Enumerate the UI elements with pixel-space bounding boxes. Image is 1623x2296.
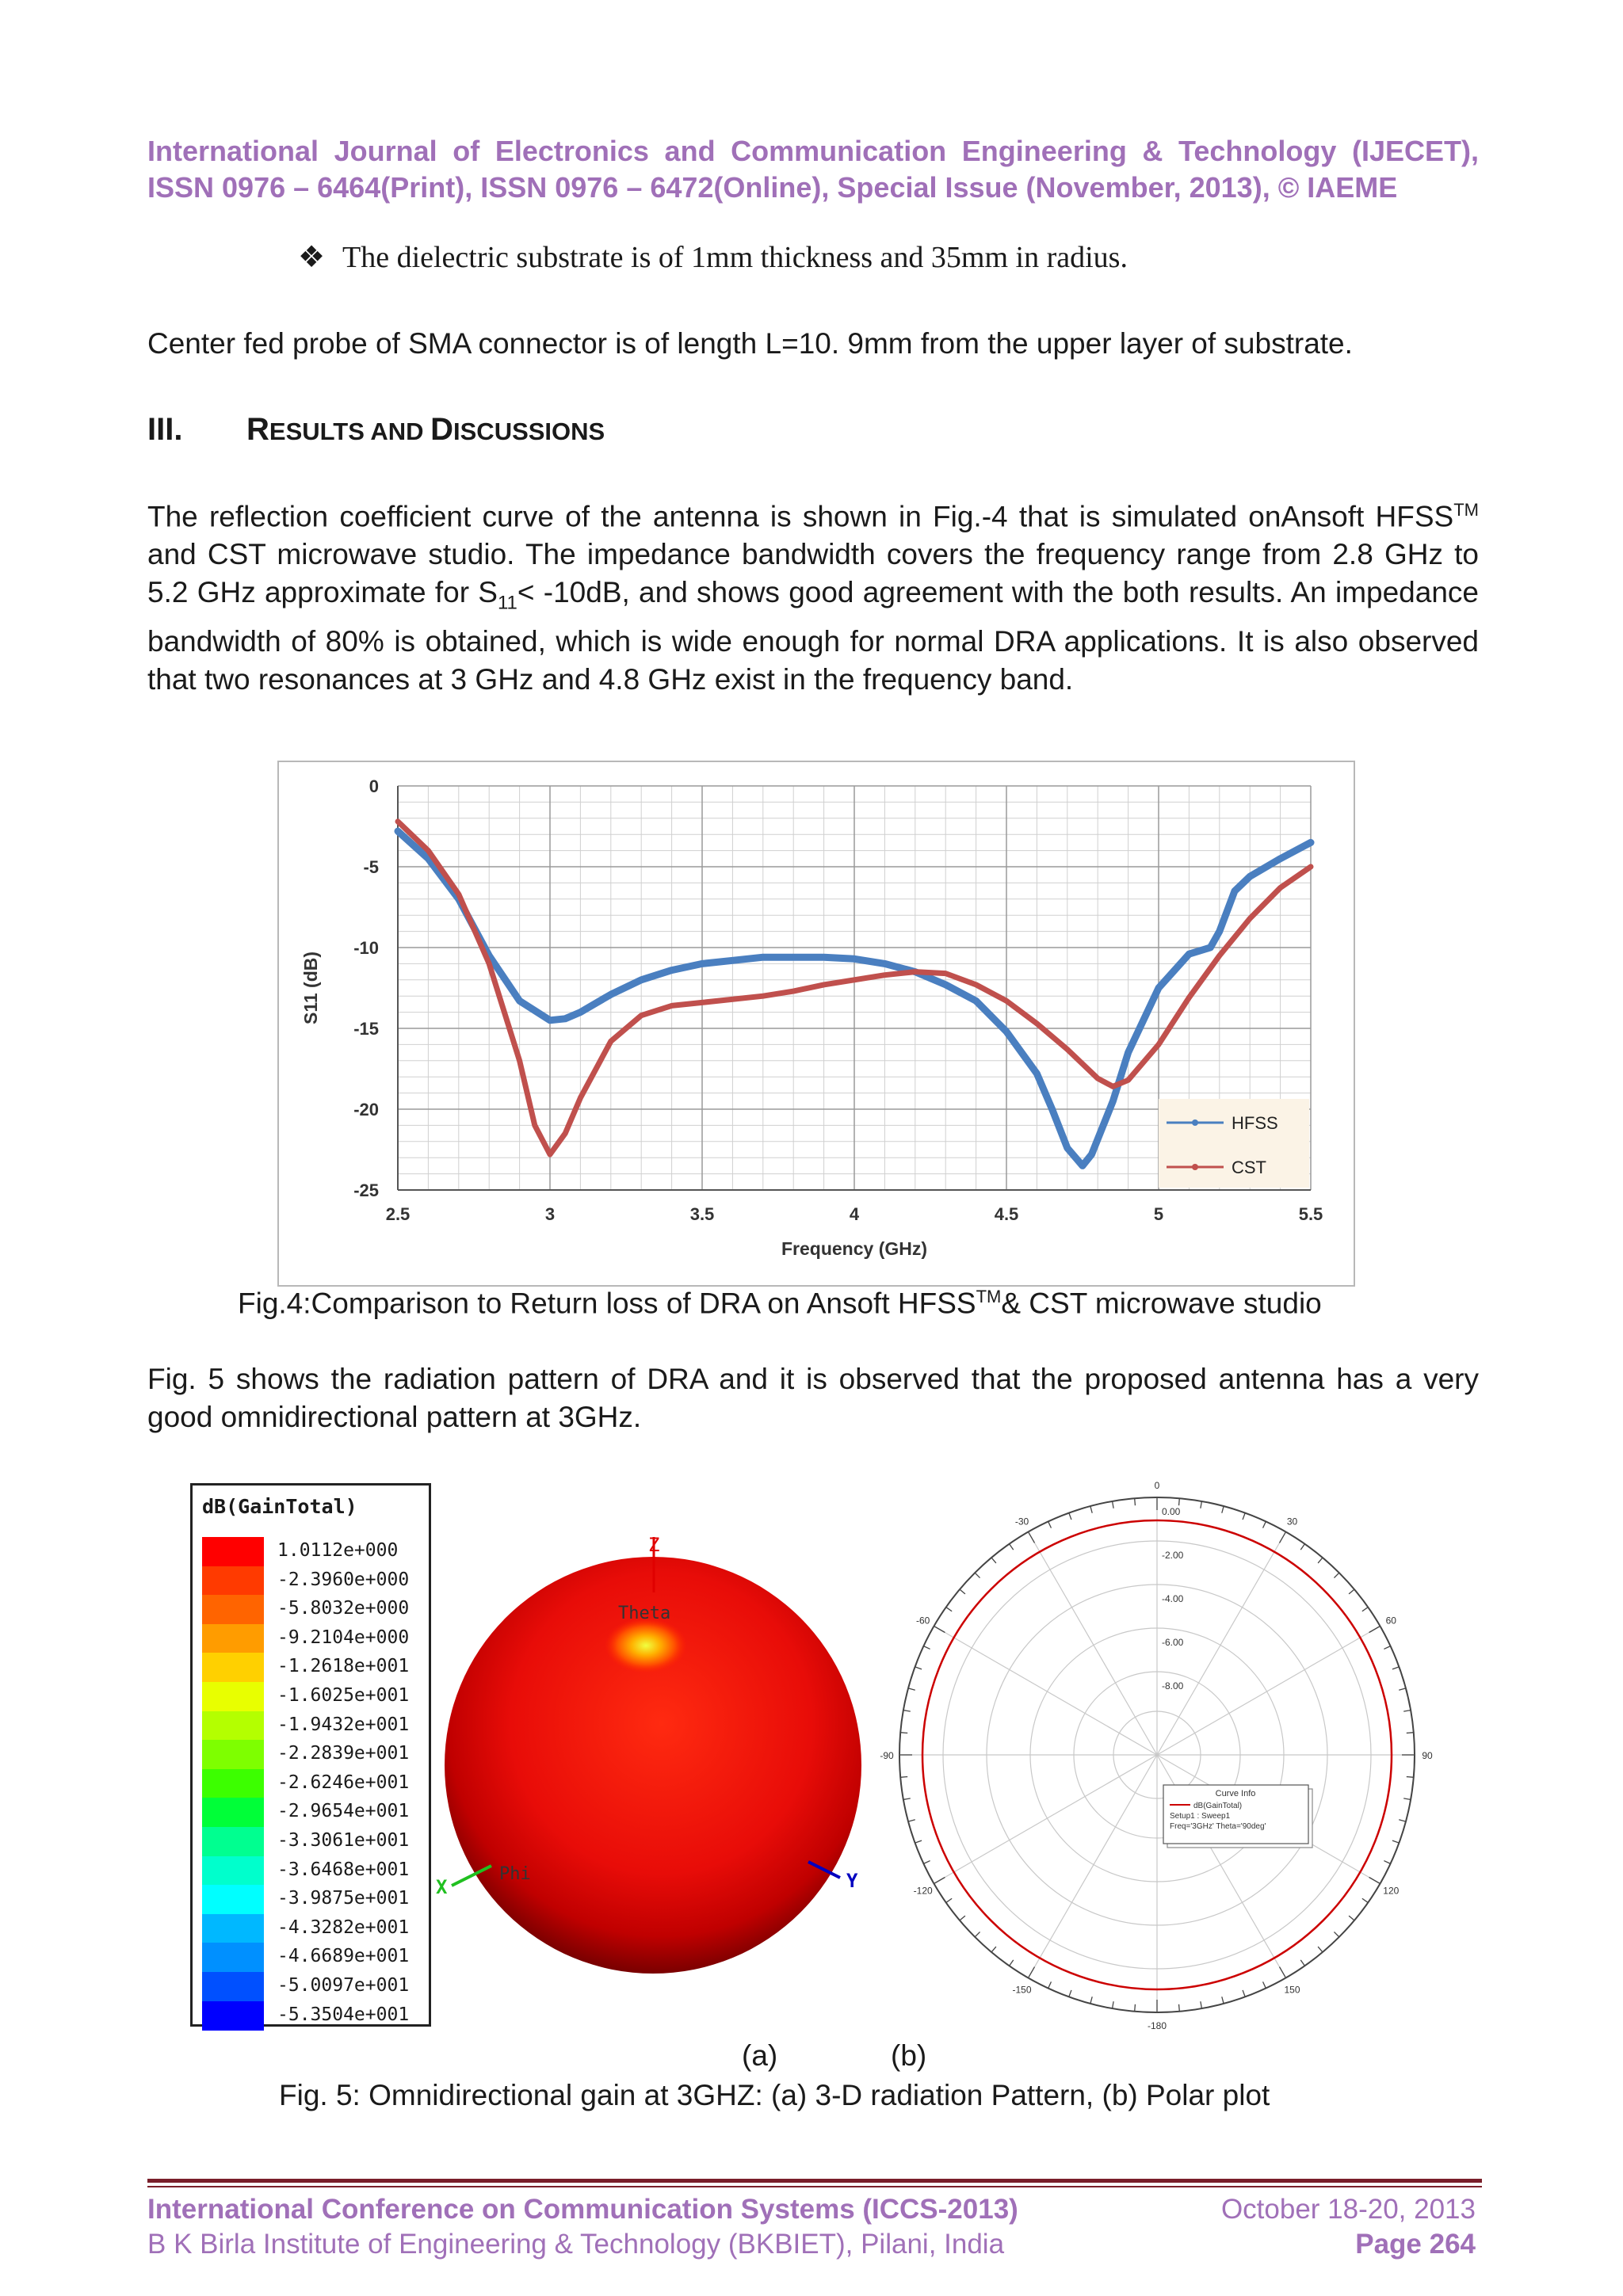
curve-info-setup: Setup1 : Sweep1 <box>1170 1812 1231 1821</box>
theta-label: Theta <box>618 1604 671 1623</box>
legend-color-swatch <box>202 1653 264 1682</box>
paragraph-radiation: Fig. 5 shows the radiation pattern of DRA and it is observed that the proposed antenna has a very good omnidirectional pattern at 3GHz. <box>147 1363 1479 1433</box>
bullet-text: The dielectric substrate is of 1mm thickness and 35mm in radius. <box>342 241 1128 274</box>
legend-color-swatch <box>202 1740 264 1769</box>
polar-tick <box>1392 1840 1399 1843</box>
polar-tick <box>1280 1532 1286 1543</box>
data-point-hfss <box>1156 986 1161 990</box>
data-point-cst <box>883 973 887 977</box>
legend-entry <box>202 1682 424 1711</box>
polar-angle-label: -150 <box>1012 1984 1032 1996</box>
polar-tick <box>975 1573 980 1577</box>
data-point-hfss <box>1217 929 1222 934</box>
polar-tick <box>1318 1558 1323 1563</box>
polar-tick <box>1384 1861 1390 1864</box>
polar-tick <box>1048 1521 1052 1527</box>
section-number: III. <box>147 412 183 447</box>
polar-tick <box>1349 1589 1354 1594</box>
polar-tick <box>1349 1916 1354 1920</box>
section-heading: III. RESULTS AND DISCUSSIONS <box>147 412 605 447</box>
data-point-cst <box>701 1001 705 1005</box>
polar-tick <box>1384 1646 1390 1650</box>
data-point-cst <box>548 1153 552 1157</box>
polar-tick <box>1407 1777 1414 1778</box>
legend-entry <box>202 1653 424 1681</box>
legend-marker-hfss <box>1192 1119 1198 1126</box>
data-point-hfss <box>1126 1051 1131 1055</box>
s11-chart <box>279 762 1354 1285</box>
data-point-cst <box>1157 1043 1161 1047</box>
legend-value-label: -1.2618e+001 <box>277 1656 410 1677</box>
y-tick-label: 0 <box>369 776 379 796</box>
legend-color-swatch <box>202 1943 264 1972</box>
polar-tick <box>1201 2001 1202 2008</box>
polar-tick <box>1403 1711 1411 1712</box>
polar-spoke <box>1157 1627 1380 1756</box>
phi-label: Phi <box>499 1864 531 1884</box>
data-point-cst <box>670 1004 674 1008</box>
polar-tick <box>1201 1501 1202 1508</box>
chart-legend <box>1159 1099 1309 1188</box>
legend-color-swatch <box>202 1769 264 1798</box>
data-point-cst <box>1035 1021 1039 1025</box>
data-point-cst <box>1217 954 1221 958</box>
legend-value-label: 1.0112e+000 <box>277 1540 399 1561</box>
data-point-hfss <box>548 1018 552 1023</box>
data-point-cst <box>456 892 460 896</box>
legend-entry <box>202 1769 424 1798</box>
polar-spoke <box>934 1627 1157 1756</box>
legend-entry <box>202 1885 424 1913</box>
polar-tick <box>1263 1521 1266 1527</box>
data-point-cst <box>944 971 948 975</box>
data-point-cst <box>563 1131 567 1135</box>
legend-color-swatch <box>202 1914 264 1943</box>
curve-info-params: Freq='3GHz' Theta='90deg' <box>1170 1822 1266 1831</box>
y-tick-label: -25 <box>353 1180 379 1200</box>
footer-rule <box>147 2179 1482 2183</box>
legend-entry <box>202 1537 424 1566</box>
y-tick-label: -20 <box>353 1100 379 1119</box>
data-point-cst <box>533 1123 537 1127</box>
polar-radial-label: 0.00 <box>1162 1506 1181 1517</box>
legend-entry <box>202 1856 424 1885</box>
x-tick-label: 5 <box>1153 1204 1164 1224</box>
polar-tick <box>991 1947 996 1952</box>
footer-rule-thin <box>147 2186 1482 2187</box>
curve-info-box <box>1163 1785 1312 1848</box>
footer-page-number: Page 264 <box>1355 2229 1476 2260</box>
data-point-hfss <box>1247 874 1252 879</box>
polar-spoke <box>1029 1532 1158 1755</box>
legend-value-label: -2.2839e+001 <box>277 1743 410 1764</box>
legend-color-swatch <box>202 1827 264 1856</box>
data-point-hfss <box>1080 1163 1085 1168</box>
legend-entry <box>202 1740 424 1768</box>
polar-angle-label: 30 <box>1286 1516 1298 1527</box>
x-tick-label: 3.5 <box>689 1204 715 1224</box>
data-point-cst <box>1126 1078 1130 1082</box>
legend-value-label: -3.6468e+001 <box>277 1859 410 1880</box>
polar-tick <box>991 1558 996 1563</box>
legend-color-swatch <box>202 1798 264 1827</box>
legend-color-swatch <box>202 1885 264 1914</box>
y-tick-label: -5 <box>363 857 379 877</box>
polar-tick <box>1222 1506 1224 1513</box>
legend-label-hfss: HFSS <box>1232 1113 1278 1133</box>
data-point-hfss <box>974 998 979 1003</box>
paragraph-results: The reflection coefficient curve of the antenna is shown in Fig.-4 that is simulated onAnsoft HFSS™ and CST microwave studio. The impedance bandwidth covers the frequency range from 2.8 GHz to 5.2 GHz approximate for $S_{11}< -10dB$, and shows good agreement with the both results. An impedance bandwidth of 80% is obtained, which is wide enough for normal DRA applications. It is also observed that two resonances at 3 GHz and 4.8 GHz exist in the frequency band. <box>147 500 1479 696</box>
null-region <box>605 1618 687 1673</box>
data-point-hfss <box>1034 1071 1039 1076</box>
polar-tick <box>1048 1981 1052 1988</box>
y-axis-label: S11 (dB) <box>300 951 321 1025</box>
polar-angle-label: -180 <box>1147 2020 1167 2031</box>
radiation-pattern-3d <box>428 1505 872 1981</box>
fig4-chart-frame <box>277 761 1355 1287</box>
polar-spoke <box>934 1755 1157 1884</box>
legend-value-label: -9.2104e+000 <box>277 1627 410 1648</box>
polar-tick <box>908 1820 915 1821</box>
data-point-hfss <box>563 1016 567 1021</box>
data-point-cst <box>640 1013 643 1017</box>
bullet-item <box>298 239 1128 275</box>
x-tick-label: 3 <box>544 1204 556 1224</box>
data-point-cst <box>396 819 400 823</box>
data-point-hfss <box>1050 1107 1055 1112</box>
polar-tick <box>915 1667 922 1669</box>
polar-tick <box>923 1861 930 1864</box>
legend-entry <box>202 1566 424 1595</box>
polar-angle-label: -60 <box>916 1615 930 1627</box>
legend-color-swatch <box>202 1711 264 1741</box>
polar-tick <box>1010 1960 1014 1966</box>
polar-tick <box>1392 1667 1399 1669</box>
curve-info-title: Curve Info <box>1215 1789 1256 1798</box>
legend-color-swatch <box>202 1682 264 1711</box>
legend-value-label: -5.3504e+001 <box>277 2004 410 2025</box>
legend-value-label: -5.0097e+001 <box>277 1975 410 1996</box>
polar-tick <box>1318 1947 1323 1952</box>
axis-y-label: Y <box>846 1870 858 1892</box>
data-point-hfss <box>609 992 613 997</box>
polar-spoke <box>1029 1755 1158 1978</box>
polar-tick <box>1029 1967 1035 1978</box>
data-point-hfss <box>791 955 796 959</box>
journal-header-line1: International Journal of Electronics and Communication Engineering & Technology (IJECET), <box>147 135 1479 167</box>
fig5-label-b: (b) <box>891 2039 927 2072</box>
polar-radial-label: -6.00 <box>1162 1637 1184 1648</box>
legend-value-label: -4.3282e+001 <box>277 1917 410 1938</box>
polar-tick <box>1113 2001 1114 2008</box>
polar-tick <box>1113 1501 1114 1508</box>
legend-title: dB(GainTotal) <box>202 1495 357 1518</box>
polar-tick <box>1069 1513 1071 1520</box>
data-point-hfss <box>670 968 674 973</box>
journal-header-line2: ISSN 0976 – 6464(Print), ISSN 0976 – 6472(Online), Special Issue (November, 2013), © IAEME <box>147 171 1398 204</box>
polar-tick <box>1243 1990 1245 1997</box>
footer-conference: International Conference on Communication Systems (ICCS-2013) <box>147 2194 1018 2225</box>
legend-color-swatch <box>202 1856 264 1886</box>
paragraph-probe: Center fed probe of SMA connector is of length L=10. 9mm from the upper layer of substrate. <box>147 327 1353 360</box>
polar-tick <box>1362 1608 1368 1611</box>
data-point-hfss <box>639 978 643 982</box>
legend-entry <box>202 1711 424 1740</box>
data-point-cst <box>579 1096 582 1100</box>
polar-tick <box>908 1688 915 1690</box>
polar-tick <box>975 1932 980 1936</box>
data-point-cst <box>1005 999 1009 1003</box>
data-point-cst <box>822 982 826 986</box>
curve-info-trace: dB(GainTotal) <box>1193 1802 1243 1810</box>
legend-label-cst: CST <box>1232 1158 1266 1177</box>
data-point-hfss <box>700 961 705 966</box>
polar-tick <box>903 1711 911 1712</box>
legend-marker-cst <box>1192 1164 1198 1170</box>
axis-z-label: Z <box>648 1534 660 1556</box>
data-point-hfss <box>730 958 735 963</box>
footer-date: October 18-20, 2013 <box>1220 2194 1476 2225</box>
x-tick-label: 4 <box>849 1204 860 1224</box>
polar-tick <box>923 1646 930 1650</box>
data-point-hfss <box>943 982 948 987</box>
data-point-hfss <box>1186 952 1191 956</box>
data-point-cst <box>761 994 765 998</box>
polar-radial-label: -4.00 <box>1162 1593 1184 1604</box>
polar-tick <box>1029 1532 1035 1543</box>
polar-tick <box>934 1878 945 1884</box>
polar-tick <box>1362 1898 1368 1902</box>
x-tick-label: 2.5 <box>385 1204 411 1224</box>
data-point-cst <box>1065 1047 1069 1051</box>
polar-tick <box>1179 1498 1180 1505</box>
polar-tick <box>1403 1798 1411 1800</box>
polar-angle-label: 60 <box>1385 1615 1396 1627</box>
data-point-cst <box>1248 917 1252 921</box>
data-point-hfss <box>761 955 766 959</box>
diamond-bullet-icon: ❖ <box>298 241 326 274</box>
polar-angle-label: 0 <box>1154 1480 1160 1491</box>
polar-tick <box>1280 1967 1286 1978</box>
data-point-hfss <box>1065 1146 1070 1150</box>
polar-tick <box>1300 1960 1304 1966</box>
legend-entry <box>202 1914 424 1943</box>
data-point-hfss <box>1308 840 1313 845</box>
data-point-hfss <box>1004 1029 1009 1034</box>
polar-angle-label: 90 <box>1422 1750 1433 1761</box>
data-point-cst <box>487 962 491 966</box>
polar-tick <box>1263 1981 1266 1988</box>
polar-tick <box>915 1840 922 1843</box>
polar-tick <box>1069 1990 1071 1997</box>
legend-value-label: -2.3960e+000 <box>277 1569 410 1590</box>
fig4-caption: Fig.4:Comparison to Return loss of DRA on Ansoft HFSS™& CST microwave studio <box>238 1287 1322 1320</box>
legend-entry <box>202 1827 424 1855</box>
data-point-hfss <box>1110 1099 1115 1104</box>
legend-value-label: -1.6025e+001 <box>277 1685 410 1706</box>
legend-value-label: -2.6246e+001 <box>277 1772 410 1793</box>
data-point-hfss <box>852 956 857 961</box>
polar-tick <box>1135 2004 1136 2012</box>
polar-tick <box>1399 1688 1406 1690</box>
gain-colorbar-legend <box>190 1483 431 2027</box>
legend-color-swatch <box>202 1972 264 2001</box>
data-point-hfss <box>517 998 522 1003</box>
data-point-cst <box>792 990 796 994</box>
x-axis-label: Frequency (GHz) <box>781 1238 928 1259</box>
data-point-hfss <box>882 961 887 966</box>
legend-entry <box>202 1798 424 1826</box>
axis-x-label: X <box>436 1876 448 1898</box>
legend-color-swatch <box>202 1566 264 1596</box>
legend-value-label: -3.9875e+001 <box>277 1888 410 1909</box>
legend-entry <box>202 1972 424 2000</box>
data-point-hfss <box>1090 1152 1094 1157</box>
y-tick-label: -15 <box>353 1019 379 1039</box>
polar-tick <box>946 1608 952 1611</box>
legend-entry <box>202 1595 424 1623</box>
data-point-cst <box>517 1058 521 1062</box>
data-point-cst <box>853 978 857 982</box>
data-point-hfss <box>395 829 400 833</box>
legend-value-label: -3.3061e+001 <box>277 1830 410 1851</box>
x-tick-label: 5.5 <box>1298 1204 1323 1224</box>
data-point-cst <box>913 970 917 974</box>
polar-tick <box>900 1777 907 1778</box>
legend-entry <box>202 2001 424 2030</box>
data-point-cst <box>1187 996 1191 1000</box>
polar-tick <box>903 1798 911 1800</box>
polar-tick <box>1334 1573 1338 1577</box>
legend-color-swatch <box>202 2001 264 2031</box>
polar-tick <box>946 1898 952 1902</box>
data-point-cst <box>1096 1077 1100 1081</box>
polar-tick <box>960 1589 965 1594</box>
polar-tick <box>1010 1544 1014 1550</box>
y-tick-label: -10 <box>353 938 379 958</box>
polar-angle-label: 150 <box>1284 1984 1300 1996</box>
data-point-cst <box>974 982 978 986</box>
polar-angle-label: 120 <box>1383 1885 1400 1897</box>
data-point-hfss <box>1278 856 1283 861</box>
polar-tick <box>1300 1544 1304 1550</box>
polar-tick <box>1369 1878 1381 1884</box>
polar-angle-label: -90 <box>880 1750 894 1761</box>
polar-angle-label: -30 <box>1014 1516 1029 1527</box>
polar-tick <box>1334 1932 1338 1936</box>
polar-tick <box>1179 2004 1180 2012</box>
legend-value-label: -4.6689e+001 <box>277 1946 410 1967</box>
data-point-hfss <box>1232 889 1237 894</box>
data-point-cst <box>1278 886 1282 890</box>
polar-tick <box>1369 1627 1381 1633</box>
data-point-cst <box>609 1039 613 1043</box>
fig5-caption: Fig. 5: Omnidirectional gain at 3GHZ: (a) 3-D radiation Pattern, (b) Polar plot <box>279 2079 1270 2111</box>
polar-angle-label: -120 <box>913 1885 933 1897</box>
polar-tick <box>1222 1997 1224 2004</box>
polar-radial-label: -8.00 <box>1162 1680 1184 1691</box>
data-point-hfss <box>1208 945 1212 950</box>
data-point-cst <box>426 849 430 852</box>
legend-entry <box>202 1943 424 1971</box>
polar-tick <box>1399 1820 1406 1821</box>
polar-tick <box>934 1627 945 1633</box>
polar-tick <box>1243 1513 1245 1520</box>
legend-color-swatch <box>202 1537 264 1566</box>
legend-value-label: -2.9654e+001 <box>277 1801 410 1822</box>
fig5-label-a: (a) <box>742 2039 778 2072</box>
polar-plot <box>880 1478 1434 2032</box>
polar-tick <box>1090 1997 1092 2004</box>
polar-tick <box>1090 1506 1092 1513</box>
footer-institute: B K Birla Institute of Engineering & Technology (BKBIET), Pilani, India <box>147 2229 1005 2260</box>
legend-value-label: -1.9432e+001 <box>277 1714 410 1735</box>
x-tick-label: 4.5 <box>994 1204 1019 1224</box>
data-point-hfss <box>578 1010 582 1015</box>
legend-color-swatch <box>202 1624 264 1653</box>
legend-entry <box>202 1624 424 1653</box>
legend-color-swatch <box>202 1595 264 1624</box>
data-point-hfss <box>822 955 827 959</box>
data-point-cst <box>1309 865 1313 869</box>
polar-tick <box>1135 1498 1136 1505</box>
polar-tick <box>960 1916 965 1920</box>
data-point-cst <box>1111 1085 1115 1089</box>
legend-value-label: -5.8032e+000 <box>277 1598 410 1619</box>
polar-radial-label: -2.00 <box>1162 1550 1184 1561</box>
